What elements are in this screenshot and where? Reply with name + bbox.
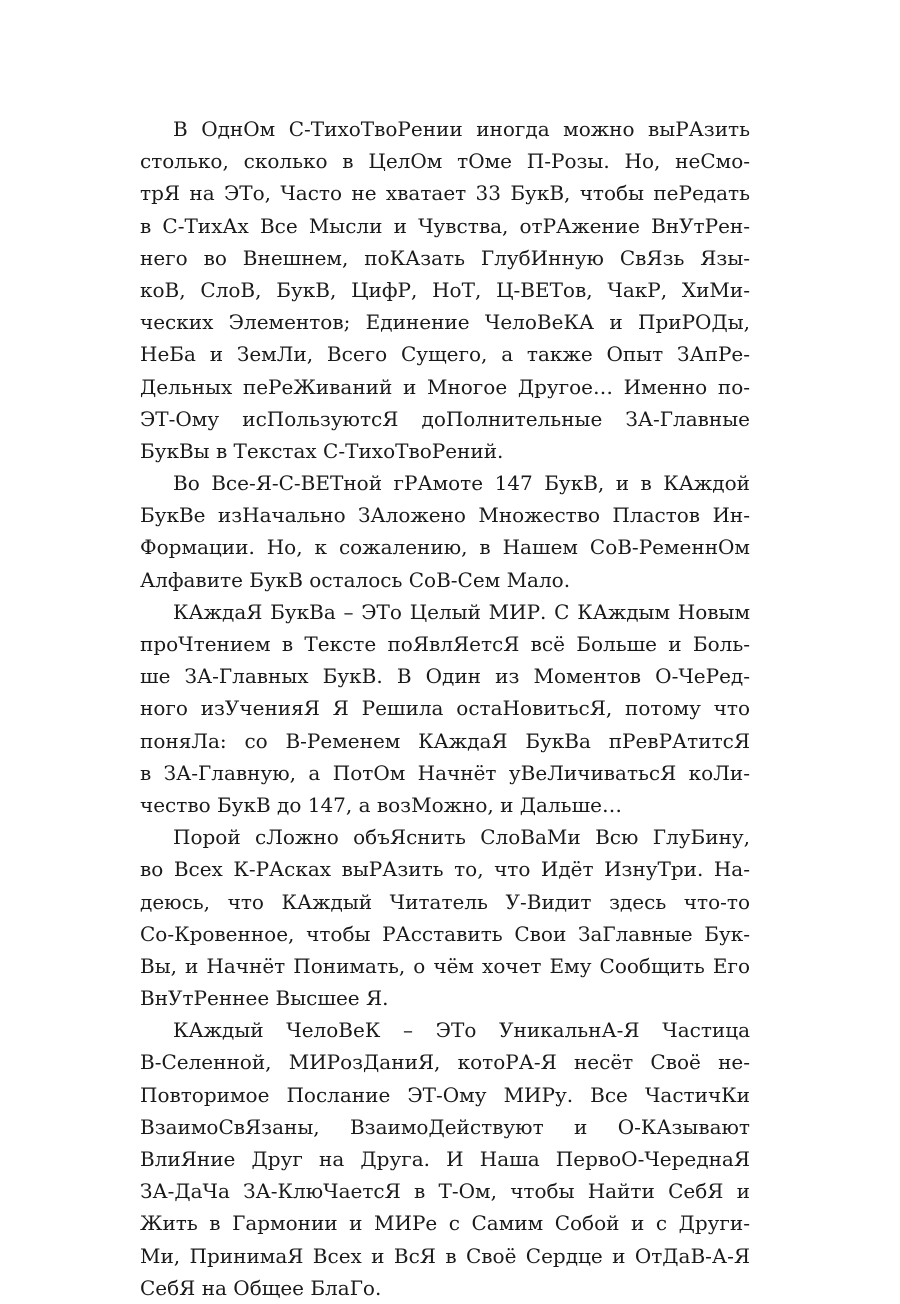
text-line: ше ЗА-Главных БукВ. В Один из Моментов О-ЧеРед- <box>140 664 750 689</box>
text-line: ческих Элементов; Единение ЧелоВеКА и ПриРОДы, <box>140 310 750 335</box>
text-line: деюсь, что КАждый Читатель У-Видит здесь что-то <box>140 889 750 914</box>
text-line: НеБа и ЗемЛи, Всего Сущего, а также Опыт ЗАпРе- <box>140 342 750 367</box>
text-line: КАждаЯ БукВа – ЭТо Целый МИР. С КАждым Новым <box>173 599 750 624</box>
text-line: него во Внешнем, поКАзать ГлубИнную СвЯзь Язы- <box>140 245 750 270</box>
text-line: столько, сколько в ЦелОм тОме П-Розы. Но, неСмо- <box>140 149 750 174</box>
text-line: Повторимое Послание ЭТ-Ому МИРу. Все ЧастичКи <box>140 1082 750 1107</box>
text-line: во Всех К-РАсках выРАзить то, что Идёт ИзнуТри. На- <box>140 857 750 882</box>
text-line: поняЛа: со В-Ременем КАждаЯ БукВа пРевРАтитсЯ <box>140 728 750 753</box>
text-line: ВнУтРеннее Высшее Я. <box>140 986 389 1011</box>
text-line: в С-ТихАх Все Мысли и Чувства, отРАжение ВнУтРен- <box>140 213 750 238</box>
text-line: ЗА-ДаЧа ЗА-КлюЧаетсЯ в Т-Ом, чтобы Найти СебЯ и <box>140 1179 750 1204</box>
text-line: ВзаимоСвЯзаны, ВзаимоДействуют и О-КАзывают <box>140 1114 750 1139</box>
text-line: Дельных пеРеЖиваний и Многое Другое… Именно по- <box>140 374 750 399</box>
text-line: КАждый ЧелоВеК – ЭТо УникальнА-Я Частица <box>173 1018 750 1043</box>
text-line: Порой сЛожно объЯснить СлоВаМи Всю ГлуБину, <box>173 825 750 850</box>
text-line: В-Селенной, МИРозДаниЯ, котоРА-Я несёт Своё не- <box>140 1050 750 1075</box>
text-line: Во Все-Я-С-ВЕТной гРАмоте 147 БукВ, и в КАждой <box>173 471 750 496</box>
text-line: проЧтением в Тексте поЯвлЯетсЯ всё Больше и Боль- <box>140 632 750 656</box>
text-line: ЭТ-Ому исПользуютсЯ доПолнительные ЗА-Главные <box>140 406 750 431</box>
text-line: в ЗА-Главную, а ПотОм Начнёт уВеЛичиватьсЯ коЛи- <box>140 760 750 785</box>
text-line: ного изУченияЯ Я Решила остаНовитьсЯ, потому что <box>140 696 750 721</box>
text-line: БукВе изНачально ЗАложено Множество Пластов Ин- <box>140 503 750 528</box>
text-line: ВлиЯние Друг на Друга. И Наша ПервоО-ЧереднаЯ <box>140 1147 750 1171</box>
text-line: коВ, СлоВ, БукВ, ЦифР, НоТ, Ц-ВЕТов, ЧакР, ХиМи- <box>140 277 750 302</box>
text-line: Ми, ПринимаЯ Всех и ВсЯ в Своё Сердце и ОтДаВ-А-Я <box>140 1243 750 1268</box>
text-line: трЯ на ЭТо, Часто не хватает 33 БукВ, чтобы пеРедать <box>140 181 750 206</box>
text-line: Формации. Но, к сожалению, в Нашем СоВ-РеменнОм <box>140 535 750 560</box>
text-line: СебЯ на Общее БлаГо. <box>140 1275 382 1300</box>
page-text <box>140 113 750 1304</box>
text-line: Жить в Гармонии и МИРе с Самим Собой и с Други- <box>140 1211 750 1236</box>
text-line: Алфавите БукВ осталось СоВ-Сем Мало. <box>140 567 571 592</box>
text-line: БукВы в Текстах С-ТихоТвоРений. <box>140 438 504 463</box>
text-line: Со-Кровенное, чтобы РАсставить Свои ЗаГлавные Бук- <box>140 921 750 946</box>
text-line: Вы, и Начнёт Понимать, о чём хочет Ему Сообщить Его <box>140 953 750 978</box>
text-line: чество БукВ до 147, а возМожно, и Дальше… <box>140 792 622 817</box>
text-line: В ОднОм С-ТихоТвоРении иногда можно выРАзить <box>173 117 750 141</box>
